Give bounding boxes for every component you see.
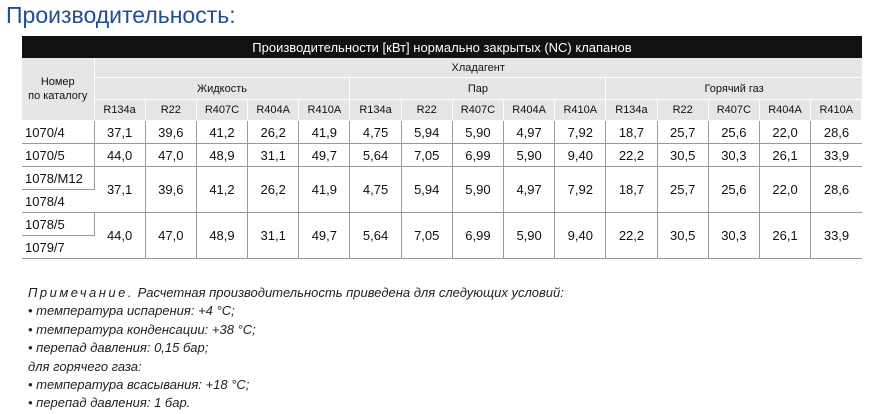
refrigerant-header-cell: R407C — [196, 100, 247, 121]
catalog-header-line2: по каталогу — [28, 90, 88, 102]
value-cell: 7,92 — [555, 167, 606, 213]
value-cell: 31,1 — [248, 144, 299, 167]
note-bullet — [28, 339, 564, 357]
value-cell: 30,3 — [708, 213, 759, 259]
table-row — [22, 213, 862, 236]
note-hot-gas-intro: для горячего газа: — [28, 358, 142, 374]
value-cell: 6,99 — [452, 144, 503, 167]
value-cell: 41,2 — [196, 121, 247, 144]
value-cell: 26,2 — [248, 167, 299, 213]
value-cell: 4,75 — [350, 121, 401, 144]
value-cell: 47,0 — [145, 144, 196, 167]
note-bullet — [28, 376, 564, 394]
value-cell: 49,7 — [299, 213, 350, 259]
note-bullet — [28, 321, 564, 339]
value-cell: 31,1 — [248, 213, 299, 259]
group-header-liquid: Жидкость — [94, 78, 350, 100]
refrigerant-row — [22, 100, 862, 121]
value-cell: 28,6 — [811, 167, 862, 213]
refrigerant-header-cell: R410A — [299, 100, 350, 121]
value-cell: 26,1 — [759, 144, 810, 167]
value-cell: 5,90 — [452, 121, 503, 144]
value-cell: 33,9 — [811, 144, 862, 167]
value-cell: 7,05 — [401, 213, 452, 259]
bullet-dot-icon: • — [28, 303, 37, 319]
refrigerant-header-cell: R407C — [708, 100, 759, 121]
value-cell: 37,1 — [94, 167, 145, 213]
value-cell: 9,40 — [555, 213, 606, 259]
bullet-dot-icon: • — [28, 395, 37, 411]
value-cell: 5,64 — [350, 144, 401, 167]
note-bullet-text: температура испарения: +4 °C; — [36, 303, 235, 319]
note-block — [28, 284, 564, 413]
catalog-number-cell: 1070/5 — [22, 144, 94, 167]
refrigerant-header-cell: R404A — [759, 100, 810, 121]
bullet-dot-icon: • — [28, 340, 37, 356]
value-cell: 26,2 — [248, 121, 299, 144]
note-intro-line — [28, 284, 564, 302]
value-cell: 25,6 — [708, 121, 759, 144]
table-row — [22, 144, 862, 167]
value-cell: 22,0 — [759, 167, 810, 213]
note-intro: Расчетная производительность приведена для следующих условий: — [133, 285, 564, 300]
value-cell: 41,9 — [299, 167, 350, 213]
note-bullet-text: перепад давления: 1 бар. — [36, 395, 191, 411]
value-cell: 18,7 — [606, 167, 657, 213]
value-cell: 48,9 — [196, 213, 247, 259]
note-label: Примечание. — [28, 285, 134, 300]
value-cell: 41,9 — [299, 121, 350, 144]
value-cell: 4,97 — [504, 167, 555, 213]
refrigerant-header-cell: R22 — [145, 100, 196, 121]
value-cell: 22,2 — [606, 144, 657, 167]
catalog-number-cell: 1070/4 — [22, 121, 94, 144]
bullet-dot-icon: • — [28, 321, 37, 337]
value-cell: 44,0 — [94, 213, 145, 259]
value-cell: 6,99 — [452, 213, 503, 259]
value-cell: 25,7 — [657, 167, 708, 213]
refrigerant-header-cell: R407C — [452, 100, 503, 121]
value-cell: 4,75 — [350, 167, 401, 213]
catalog-number-cell: 1078/5 — [22, 213, 94, 236]
page-heading: Производительность: — [6, 2, 236, 28]
catalog-number-header — [22, 58, 94, 121]
value-cell: 39,6 — [145, 167, 196, 213]
note-bullet-text: температура конденсации: +38 °C; — [36, 321, 256, 337]
value-cell: 37,1 — [94, 121, 145, 144]
value-cell: 22,0 — [759, 121, 810, 144]
value-cell: 5,94 — [401, 167, 452, 213]
value-cell: 28,6 — [811, 121, 862, 144]
value-cell: 47,0 — [145, 213, 196, 259]
value-cell: 5,90 — [504, 144, 555, 167]
note-bullet-text: температура всасывания: +18 °C; — [36, 377, 250, 393]
value-cell: 30,5 — [657, 213, 708, 259]
catalog-number-cell: 1078/4 — [22, 190, 94, 213]
value-cell: 5,90 — [452, 167, 503, 213]
catalog-number-cell: 1079/7 — [22, 236, 94, 259]
value-cell: 5,94 — [401, 121, 452, 144]
value-cell: 7,92 — [555, 121, 606, 144]
refrigerant-header-cell: R410A — [811, 100, 862, 121]
note-bullet — [28, 302, 564, 320]
note-bullets-hot-gas — [28, 376, 564, 413]
value-cell: 25,6 — [708, 167, 759, 213]
refrigerant-header-cell: R410A — [555, 100, 606, 121]
refrigerant-header-cell: R134a — [94, 100, 145, 121]
value-cell: 30,3 — [708, 144, 759, 167]
note-bullets-main — [28, 302, 564, 357]
value-cell: 9,40 — [555, 144, 606, 167]
value-cell: 48,9 — [196, 144, 247, 167]
value-cell: 7,05 — [401, 144, 452, 167]
refrigerant-header-cell: R134a — [606, 100, 657, 121]
refrigerant-header-cell: R404A — [248, 100, 299, 121]
refrigerant-header: Хладагент — [94, 58, 862, 78]
value-cell: 41,2 — [196, 167, 247, 213]
refrigerant-header-cell: R22 — [657, 100, 708, 121]
catalog-number-cell: 1078/M12 — [22, 167, 94, 190]
catalog-header-line1: Номер — [40, 76, 75, 88]
value-cell: 49,7 — [299, 144, 350, 167]
value-cell: 33,9 — [811, 213, 862, 259]
value-cell: 5,64 — [350, 213, 401, 259]
value-cell: 26,1 — [759, 213, 810, 259]
value-cell: 44,0 — [94, 144, 145, 167]
value-cell: 39,6 — [145, 121, 196, 144]
value-cell: 22,2 — [606, 213, 657, 259]
performance-table — [22, 36, 862, 259]
table-row — [22, 167, 862, 190]
value-cell: 18,7 — [606, 121, 657, 144]
value-cell: 30,5 — [657, 144, 708, 167]
refrigerant-header-cell: R134a — [350, 100, 401, 121]
refrigerant-header-cell: R404A — [504, 100, 555, 121]
note-bullet — [28, 394, 564, 412]
table-body — [22, 121, 862, 259]
value-cell: 5,90 — [504, 213, 555, 259]
value-cell: 4,97 — [504, 121, 555, 144]
group-header-vapor: Пар — [350, 78, 606, 100]
bullet-dot-icon: • — [28, 377, 37, 393]
note-bullet-text: перепад давления: 0,15 бар; — [36, 340, 209, 356]
refrigerant-header-cell: R22 — [401, 100, 452, 121]
table-title: Производительности [кВт] нормально закрытых (NC) клапанов — [22, 36, 862, 58]
value-cell: 25,7 — [657, 121, 708, 144]
group-header-hot-gas: Горячий газ — [606, 78, 862, 100]
table-row — [22, 121, 862, 144]
